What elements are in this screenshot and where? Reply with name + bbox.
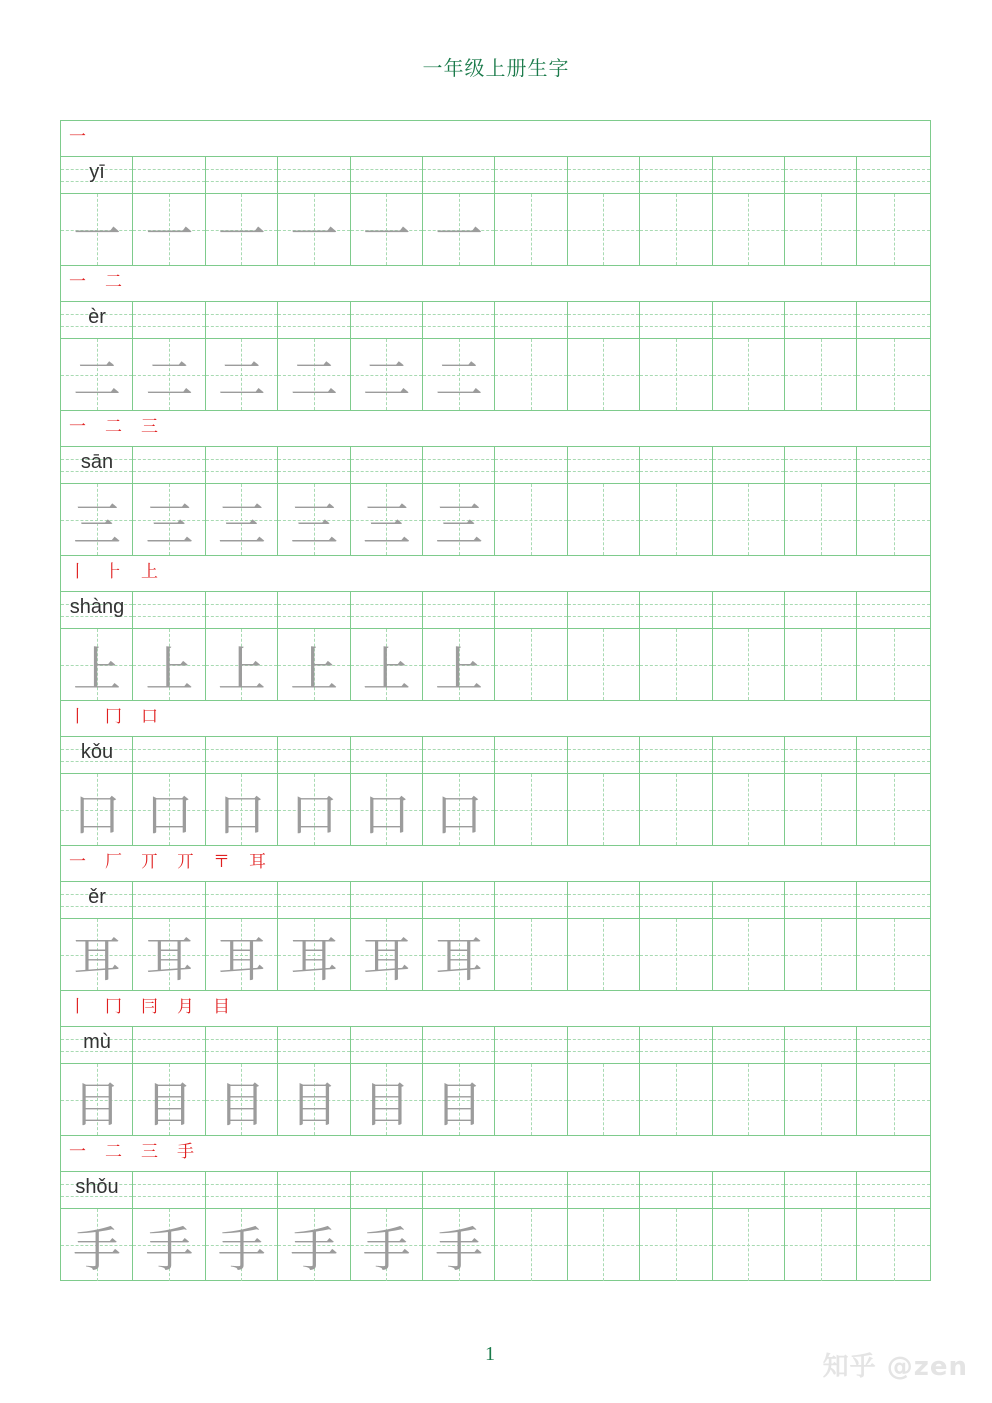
pinyin-blank-cell — [857, 1172, 929, 1209]
pinyin-blank-cell — [278, 1027, 350, 1064]
pinyin-blank-cell — [133, 737, 205, 774]
pinyin-blank-cell — [857, 302, 929, 339]
writing-cell — [495, 919, 567, 991]
stroke-step: 二 — [105, 1142, 122, 1162]
trace-character: 口 — [434, 786, 483, 843]
pinyin-blank-cell — [857, 447, 929, 484]
writing-cell — [495, 194, 567, 266]
pinyin-blank-cell — [278, 592, 350, 629]
stroke-step: 丌 — [177, 852, 194, 872]
pinyin-blank-cell — [206, 882, 278, 919]
pinyin-blank-cell — [785, 592, 857, 629]
character-block — [61, 121, 930, 266]
writing-cell — [568, 919, 640, 991]
character-block — [61, 991, 930, 1136]
watermark: 知乎 @zen — [822, 1352, 968, 1382]
trace-cell — [133, 339, 205, 411]
writing-cell — [857, 919, 929, 991]
stroke-step: 丨 — [69, 707, 86, 727]
pinyin-blank-cell — [785, 882, 857, 919]
pinyin-blank-cell — [857, 882, 929, 919]
trace-cell — [61, 194, 133, 266]
pinyin-cell — [61, 1172, 133, 1209]
pinyin-blank-cell — [640, 882, 712, 919]
pinyin-blank-cell — [133, 302, 205, 339]
pinyin-label: ěr — [88, 886, 106, 908]
stroke-order-row — [61, 266, 930, 302]
stroke-step: 二 — [105, 417, 122, 437]
pinyin-blank-cell — [713, 1172, 785, 1209]
trace-cell — [351, 1064, 423, 1136]
stroke-step: 一 — [69, 272, 86, 292]
pinyin-blank-cell — [857, 592, 929, 629]
writing-cell — [713, 339, 785, 411]
stroke-step: 目 — [213, 997, 230, 1017]
writing-cell — [785, 919, 857, 991]
pinyin-blank-cell — [423, 1027, 495, 1064]
trace-character: 三 — [362, 496, 411, 553]
writing-cell — [640, 1209, 712, 1281]
pinyin-blank-cell — [785, 1172, 857, 1209]
writing-cell — [495, 1064, 567, 1136]
pinyin-blank-cell — [278, 882, 350, 919]
pinyin-blank-cell — [640, 157, 712, 194]
trace-cell — [206, 484, 278, 556]
writing-cell — [785, 484, 857, 556]
writing-cell — [785, 774, 857, 846]
writing-cell — [640, 194, 712, 266]
writing-cell — [713, 194, 785, 266]
pinyin-blank-cell — [568, 737, 640, 774]
stroke-step: 三 — [141, 1142, 158, 1162]
character-block — [61, 701, 930, 846]
trace-character: 耳 — [72, 931, 121, 988]
writing-cell — [640, 1064, 712, 1136]
writing-cell — [713, 774, 785, 846]
trace-character: 三 — [434, 496, 483, 553]
stroke-step: 三 — [141, 417, 158, 437]
pinyin-blank-cell — [713, 882, 785, 919]
stroke-order-row — [61, 991, 930, 1027]
trace-cell — [133, 1064, 205, 1136]
trace-character: 目 — [72, 1076, 121, 1133]
writing-cell — [785, 629, 857, 701]
pinyin-blank-cell — [206, 592, 278, 629]
trace-cell — [206, 629, 278, 701]
pinyin-blank-cell — [423, 1172, 495, 1209]
trace-cell — [61, 774, 133, 846]
pinyin-blank-cell — [423, 302, 495, 339]
pinyin-blank-cell — [278, 737, 350, 774]
writing-cell — [785, 1064, 857, 1136]
trace-cell — [351, 774, 423, 846]
pinyin-cell — [61, 737, 133, 774]
trace-character: 目 — [362, 1076, 411, 1133]
trace-character: 三 — [290, 496, 339, 553]
pinyin-blank-cell — [278, 447, 350, 484]
trace-cell — [133, 919, 205, 991]
writing-cell — [568, 1064, 640, 1136]
trace-cell — [133, 194, 205, 266]
pinyin-blank-cell — [640, 592, 712, 629]
pinyin-blank-cell — [568, 447, 640, 484]
writing-cell — [713, 1209, 785, 1281]
trace-character: 目 — [434, 1076, 483, 1133]
writing-cell — [495, 629, 567, 701]
writing-cell — [713, 919, 785, 991]
pinyin-blank-cell — [495, 302, 567, 339]
trace-character: 手 — [434, 1221, 483, 1278]
writing-cell — [857, 1064, 929, 1136]
trace-character: 上 — [362, 641, 411, 698]
pinyin-blank-cell — [278, 302, 350, 339]
trace-cell — [61, 484, 133, 556]
stroke-step: 月 — [177, 997, 194, 1017]
pinyin-blank-cell — [133, 1172, 205, 1209]
trace-character: 上 — [145, 641, 194, 698]
trace-character: 手 — [290, 1221, 339, 1278]
pinyin-blank-cell — [640, 1172, 712, 1209]
writing-cell — [640, 339, 712, 411]
pinyin-blank-cell — [206, 447, 278, 484]
stroke-step: 丌 — [141, 852, 158, 872]
trace-cell — [206, 1209, 278, 1281]
stroke-order-row — [61, 121, 930, 157]
pinyin-label: shàng — [69, 596, 125, 618]
pinyin-blank-cell — [423, 882, 495, 919]
pinyin-blank-cell — [495, 737, 567, 774]
pinyin-blank-cell — [495, 882, 567, 919]
trace-character: 手 — [145, 1221, 194, 1278]
pinyin-blank-cell — [785, 302, 857, 339]
pinyin-cell — [61, 157, 133, 194]
pinyin-label: yī — [89, 161, 105, 183]
trace-character: 手 — [72, 1221, 121, 1278]
trace-cell — [133, 629, 205, 701]
pinyin-blank-cell — [495, 1027, 567, 1064]
pinyin-blank-cell — [423, 157, 495, 194]
trace-character: 三 — [217, 496, 266, 553]
writing-cell — [713, 484, 785, 556]
pinyin-blank-cell — [423, 447, 495, 484]
trace-cell — [133, 774, 205, 846]
pinyin-blank-cell — [713, 157, 785, 194]
pinyin-label: mù — [83, 1031, 111, 1053]
stroke-step: 厂 — [105, 852, 122, 872]
trace-character: 口 — [362, 786, 411, 843]
pinyin-blank-cell — [206, 1027, 278, 1064]
trace-cell — [206, 194, 278, 266]
trace-cell — [206, 1064, 278, 1136]
stroke-order-row — [61, 556, 930, 592]
pinyin-blank-cell — [495, 1172, 567, 1209]
pinyin-cell — [61, 447, 133, 484]
pinyin-blank-cell — [640, 302, 712, 339]
trace-cell — [133, 1209, 205, 1281]
pinyin-blank-cell — [713, 1027, 785, 1064]
writing-cell — [568, 1209, 640, 1281]
writing-cell — [857, 194, 929, 266]
trace-cell — [351, 1209, 423, 1281]
trace-cell — [133, 484, 205, 556]
trace-cell — [423, 1064, 495, 1136]
pinyin-blank-cell — [640, 737, 712, 774]
trace-character: 耳 — [290, 931, 339, 988]
stroke-step: 口 — [141, 707, 158, 727]
writing-cell — [785, 1209, 857, 1281]
trace-cell — [351, 339, 423, 411]
pinyin-blank-cell — [713, 592, 785, 629]
page-number: 1 — [485, 1343, 495, 1365]
pinyin-blank-cell — [785, 157, 857, 194]
pinyin-blank-cell — [206, 1172, 278, 1209]
stroke-order-row — [61, 846, 930, 882]
trace-character: 一 — [362, 206, 411, 263]
trace-cell — [351, 629, 423, 701]
pinyin-blank-cell — [351, 1172, 423, 1209]
trace-cell — [278, 484, 350, 556]
trace-cell — [278, 629, 350, 701]
trace-character: 二 — [217, 351, 266, 408]
writing-cell — [857, 484, 929, 556]
stroke-step: 冃 — [141, 997, 158, 1017]
trace-character: 目 — [145, 1076, 194, 1133]
trace-character: 二 — [434, 351, 483, 408]
stroke-step: 冂 — [105, 707, 122, 727]
pinyin-blank-cell — [857, 737, 929, 774]
character-block — [61, 556, 930, 701]
pinyin-blank-cell — [351, 737, 423, 774]
pinyin-cell — [61, 592, 133, 629]
pinyin-blank-cell — [857, 1027, 929, 1064]
sheet-title: 一年级上册生字 — [422, 56, 570, 80]
writing-cell — [495, 339, 567, 411]
trace-cell — [278, 194, 350, 266]
pinyin-label: shǒu — [75, 1176, 119, 1198]
pinyin-blank-cell — [495, 447, 567, 484]
trace-character: 三 — [72, 496, 121, 553]
pinyin-blank-cell — [206, 737, 278, 774]
pinyin-label: kǒu — [80, 741, 114, 763]
trace-cell — [278, 1064, 350, 1136]
trace-cell — [423, 919, 495, 991]
pinyin-blank-cell — [568, 1027, 640, 1064]
trace-cell — [278, 339, 350, 411]
trace-cell — [61, 1064, 133, 1136]
pinyin-cell — [61, 882, 133, 919]
pinyin-blank-cell — [568, 592, 640, 629]
writing-cell — [568, 484, 640, 556]
trace-cell — [423, 1209, 495, 1281]
stroke-order-row — [61, 701, 930, 737]
pinyin-blank-cell — [351, 882, 423, 919]
writing-cell — [640, 484, 712, 556]
trace-cell — [423, 629, 495, 701]
stroke-step: 〒 — [213, 852, 230, 872]
trace-character: 口 — [290, 786, 339, 843]
trace-cell — [423, 484, 495, 556]
trace-character: 口 — [217, 786, 266, 843]
pinyin-label: èr — [88, 306, 106, 328]
writing-cell — [857, 629, 929, 701]
pinyin-blank-cell — [133, 1027, 205, 1064]
writing-cell — [495, 484, 567, 556]
trace-cell — [278, 1209, 350, 1281]
pinyin-blank-cell — [785, 1027, 857, 1064]
stroke-step: 一 — [69, 852, 86, 872]
writing-cell — [785, 194, 857, 266]
pinyin-blank-cell — [351, 447, 423, 484]
stroke-step: 上 — [141, 562, 158, 582]
trace-character: 一 — [217, 206, 266, 263]
pinyin-blank-cell — [133, 157, 205, 194]
trace-cell — [61, 339, 133, 411]
writing-cell — [568, 629, 640, 701]
pinyin-blank-cell — [495, 592, 567, 629]
pinyin-blank-cell — [785, 447, 857, 484]
pinyin-cell — [61, 1027, 133, 1064]
character-block — [61, 266, 930, 411]
character-block — [61, 1136, 930, 1281]
pinyin-blank-cell — [713, 737, 785, 774]
practice-grid — [60, 120, 931, 1281]
trace-character: 耳 — [217, 931, 266, 988]
trace-cell — [61, 919, 133, 991]
stroke-step: 冂 — [105, 997, 122, 1017]
character-block — [61, 411, 930, 556]
character-block — [61, 846, 930, 991]
trace-character: 二 — [362, 351, 411, 408]
writing-cell — [785, 339, 857, 411]
trace-character: 二 — [72, 351, 121, 408]
trace-character: 一 — [434, 206, 483, 263]
pinyin-blank-cell — [423, 737, 495, 774]
pinyin-blank-cell — [713, 447, 785, 484]
pinyin-blank-cell — [351, 157, 423, 194]
trace-character: 口 — [145, 786, 194, 843]
writing-cell — [857, 339, 929, 411]
trace-character: 手 — [217, 1221, 266, 1278]
trace-character: 上 — [434, 641, 483, 698]
stroke-step: 二 — [105, 272, 122, 292]
trace-cell — [423, 339, 495, 411]
pinyin-blank-cell — [206, 157, 278, 194]
pinyin-blank-cell — [278, 1172, 350, 1209]
writing-cell — [857, 774, 929, 846]
pinyin-blank-cell — [133, 592, 205, 629]
writing-cell — [713, 629, 785, 701]
writing-cell — [568, 194, 640, 266]
trace-character: 上 — [290, 641, 339, 698]
pinyin-blank-cell — [640, 1027, 712, 1064]
trace-cell — [61, 1209, 133, 1281]
writing-cell — [640, 774, 712, 846]
trace-character: 二 — [290, 351, 339, 408]
pinyin-blank-cell — [351, 1027, 423, 1064]
trace-character: 口 — [72, 786, 121, 843]
trace-character: 一 — [290, 206, 339, 263]
stroke-step: 丨 — [69, 997, 86, 1017]
trace-character: 耳 — [434, 931, 483, 988]
trace-character: 耳 — [145, 931, 194, 988]
writing-cell — [857, 1209, 929, 1281]
trace-cell — [351, 194, 423, 266]
trace-cell — [206, 919, 278, 991]
pinyin-blank-cell — [713, 302, 785, 339]
writing-cell — [568, 774, 640, 846]
stroke-order-row — [61, 411, 930, 447]
pinyin-blank-cell — [568, 882, 640, 919]
trace-cell — [278, 919, 350, 991]
trace-cell — [206, 774, 278, 846]
stroke-step: 一 — [69, 417, 86, 437]
pinyin-blank-cell — [278, 157, 350, 194]
pinyin-blank-cell — [568, 157, 640, 194]
stroke-step: 耳 — [249, 852, 266, 872]
pinyin-blank-cell — [351, 302, 423, 339]
pinyin-blank-cell — [423, 592, 495, 629]
trace-character: 耳 — [362, 931, 411, 988]
pinyin-blank-cell — [640, 447, 712, 484]
trace-cell — [423, 194, 495, 266]
pinyin-blank-cell — [206, 302, 278, 339]
stroke-step: 一 — [69, 127, 86, 147]
pinyin-blank-cell — [568, 1172, 640, 1209]
stroke-order-row — [61, 1136, 930, 1172]
pinyin-blank-cell — [785, 737, 857, 774]
trace-character: 目 — [217, 1076, 266, 1133]
trace-character: 手 — [362, 1221, 411, 1278]
trace-cell — [206, 339, 278, 411]
stroke-step: 手 — [177, 1142, 194, 1162]
trace-character: 一 — [72, 206, 121, 263]
writing-cell — [495, 774, 567, 846]
trace-cell — [351, 919, 423, 991]
writing-cell — [568, 339, 640, 411]
trace-cell — [351, 484, 423, 556]
trace-character: 二 — [145, 351, 194, 408]
writing-cell — [640, 919, 712, 991]
pinyin-blank-cell — [495, 157, 567, 194]
trace-character: 一 — [145, 206, 194, 263]
writing-cell — [495, 1209, 567, 1281]
pinyin-blank-cell — [857, 157, 929, 194]
stroke-step: 丨 — [69, 562, 86, 582]
pinyin-blank-cell — [351, 592, 423, 629]
pinyin-blank-cell — [568, 302, 640, 339]
stroke-step: ⺊ — [105, 562, 122, 582]
trace-cell — [61, 629, 133, 701]
trace-character: 三 — [145, 496, 194, 553]
pinyin-cell — [61, 302, 133, 339]
pinyin-blank-cell — [133, 447, 205, 484]
writing-cell — [640, 629, 712, 701]
writing-cell — [713, 1064, 785, 1136]
trace-character: 上 — [217, 641, 266, 698]
trace-character: 上 — [72, 641, 121, 698]
pinyin-label: sān — [80, 451, 114, 473]
trace-character: 目 — [290, 1076, 339, 1133]
pinyin-blank-cell — [133, 882, 205, 919]
trace-cell — [423, 774, 495, 846]
trace-cell — [278, 774, 350, 846]
stroke-step: 一 — [69, 1142, 86, 1162]
